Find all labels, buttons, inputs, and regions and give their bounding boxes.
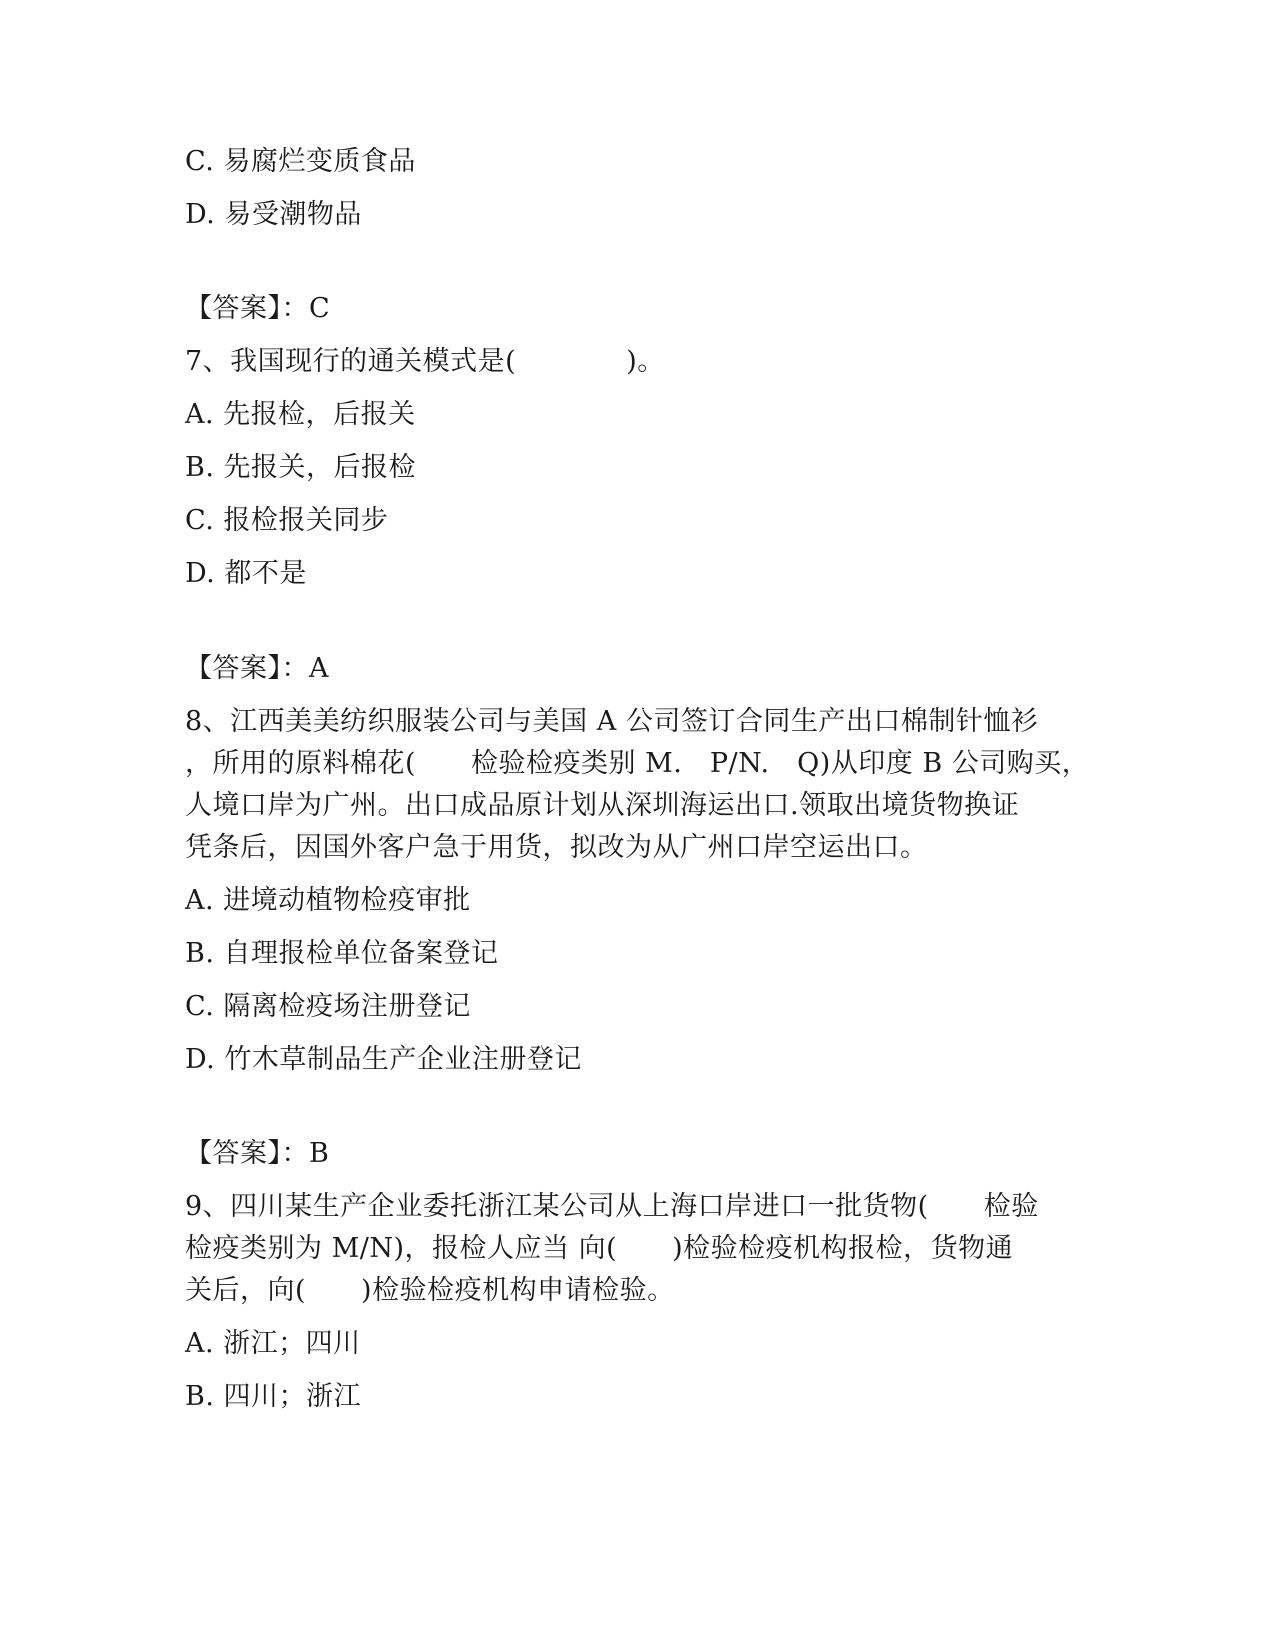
q9-stem-line-1: 9、四川某生产企业委托浙江某公司从上海口岸进口一批货物( 检验 xyxy=(185,1191,1039,1222)
q8-stem-line-2: ，所用的原料棉花( 检验检疫类别 M. P/N. Q)从印度 B 公司购买， xyxy=(185,748,1090,779)
q8-option-a: A. 进境动植物检疫审批 xyxy=(185,885,471,916)
q8-stem-line-4: 凭条后，因国外客户急于用货，拟改为从广州口岸空运出口。 xyxy=(185,832,928,863)
q8-answer: 【答案】：B xyxy=(185,1138,330,1169)
q8-stem-line-1: 8、江西美美纺织服装公司与美国 A 公司签订合同生产出口棉制针恤衫 xyxy=(185,706,1039,737)
q9-stem-line-2: 检疫类别为 M/N)，报检人应当 向( )检验检疫机构报检，货物通 xyxy=(185,1233,1014,1264)
q7-option-a: A. 先报检，后报关 xyxy=(185,399,416,430)
q9-stem-line-3: 关后，向( )检验检疫机构申请检验。 xyxy=(185,1275,675,1306)
q7-answer: 【答案】：A xyxy=(185,653,329,684)
q6-option-d: D. 易受潮物品 xyxy=(185,199,362,230)
q7-option-b: B. 先报关，后报检 xyxy=(185,452,417,483)
q6-answer: 【答案】：C xyxy=(185,293,331,324)
q8-option-d: D. 竹木草制品生产企业注册登记 xyxy=(185,1044,582,1075)
q8-stem-line-3: 人境口岸为广州。出口成品原计划从深圳海运出口.领取出境货物换证 xyxy=(185,790,1020,821)
q9-option-b: B. 四川；浙江 xyxy=(185,1381,362,1412)
q7-stem: 7、我国现行的通关模式是( )。 xyxy=(185,346,665,377)
q9-option-a: A. 浙江；四川 xyxy=(185,1328,361,1359)
q6-option-c: C. 易腐烂变质食品 xyxy=(185,146,416,177)
q8-option-c: C. 隔离检疫场注册登记 xyxy=(185,991,471,1022)
q7-option-d: D. 都不是 xyxy=(185,558,307,589)
q7-option-c: C. 报检报关同步 xyxy=(185,505,389,536)
q8-option-b: B. 自理报检单位备案登记 xyxy=(185,938,499,969)
